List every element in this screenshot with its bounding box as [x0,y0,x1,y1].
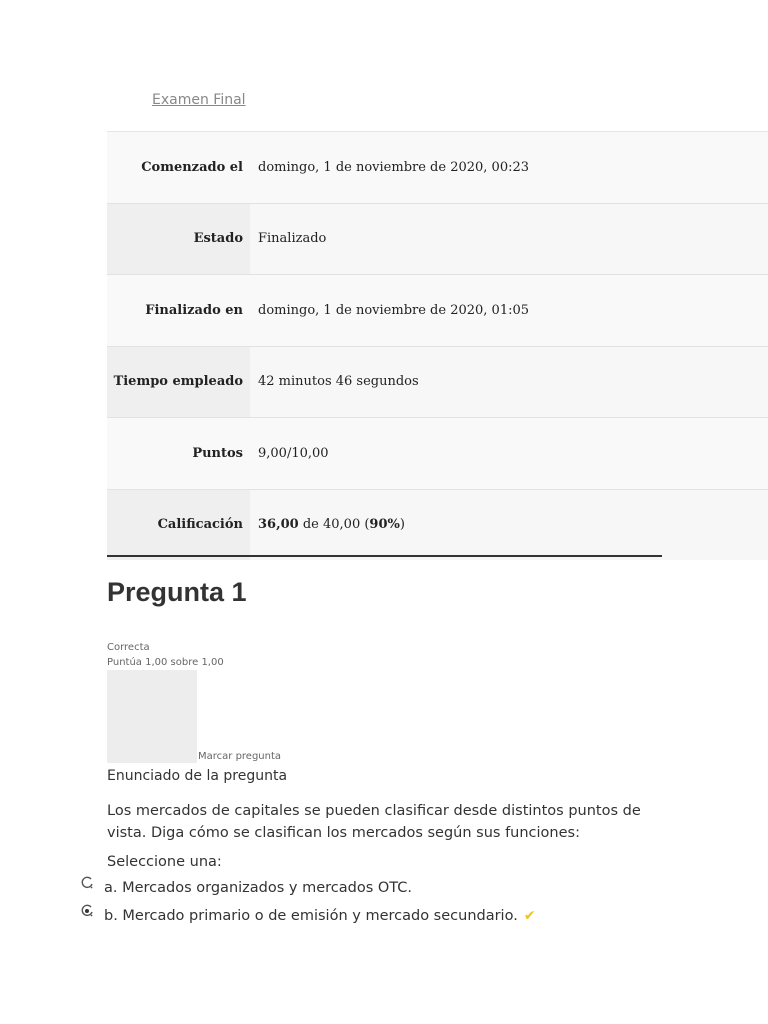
grade-separator: de 40,00 ( [298,517,370,533]
summary-label: Puntos [192,445,243,461]
summary-label: Tiempo empleado [107,347,250,418]
question-text: Los mercados de capitales se pueden clasificar desde distintos puntos de vista. Diga cómo se clasifican los mercados según sus funciones: [107,803,641,841]
select-prompt: Seleccione una: [107,854,222,870]
divider [107,555,662,557]
answer-option-b[interactable] [80,908,536,924]
summary-label: Calificación [107,490,250,561]
grade-close: ) [399,517,405,533]
radio-selected-icon[interactable] [80,903,96,919]
summary-row-finished [107,275,768,347]
question-state: Correcta [107,642,150,653]
attempt-summary-table [107,131,768,560]
question-status [107,640,224,670]
summary-row-started [107,132,768,204]
breadcrumb-exam-link[interactable]: Examen Final [152,92,246,108]
answer-option-label: b. Mercado primario o de emisión y mercado secundario. [104,908,518,924]
summary-label: Comenzado el [141,159,243,175]
summary-label: Finalizado en [145,302,243,318]
question-title: Pregunta 1 [107,577,247,607]
radio-unselected-icon[interactable] [80,875,96,891]
grade-value [250,490,768,561]
summary-value: domingo, 1 de noviembre de 2020, 01:05 [258,302,530,318]
summary-row-grade [107,490,768,561]
summary-row-state [107,204,768,276]
check-icon: ✔ [523,908,536,924]
summary-value: domingo, 1 de noviembre de 2020, 00:23 [258,159,530,175]
summary-value: Finalizado [250,204,768,275]
answer-option-label: a. Mercados organizados y mercados OTC. [104,880,413,896]
question-points: Puntúa 1,00 sobre 1,00 [107,657,224,668]
grade-score: 36,00 [258,517,299,533]
statement-heading: Enunciado de la pregunta [107,768,288,784]
summary-value: 42 minutos 46 segundos [250,347,768,418]
summary-row-points [107,418,768,490]
summary-value: 9,00/10,00 [258,445,329,461]
answer-option-a[interactable] [80,880,412,896]
flag-icon-placeholder[interactable] [107,670,197,763]
summary-row-time [107,347,768,419]
flag-question-link[interactable]: Marcar pregunta [198,751,282,762]
grade-percent: 90% [369,517,400,533]
summary-label: Estado [107,204,250,275]
